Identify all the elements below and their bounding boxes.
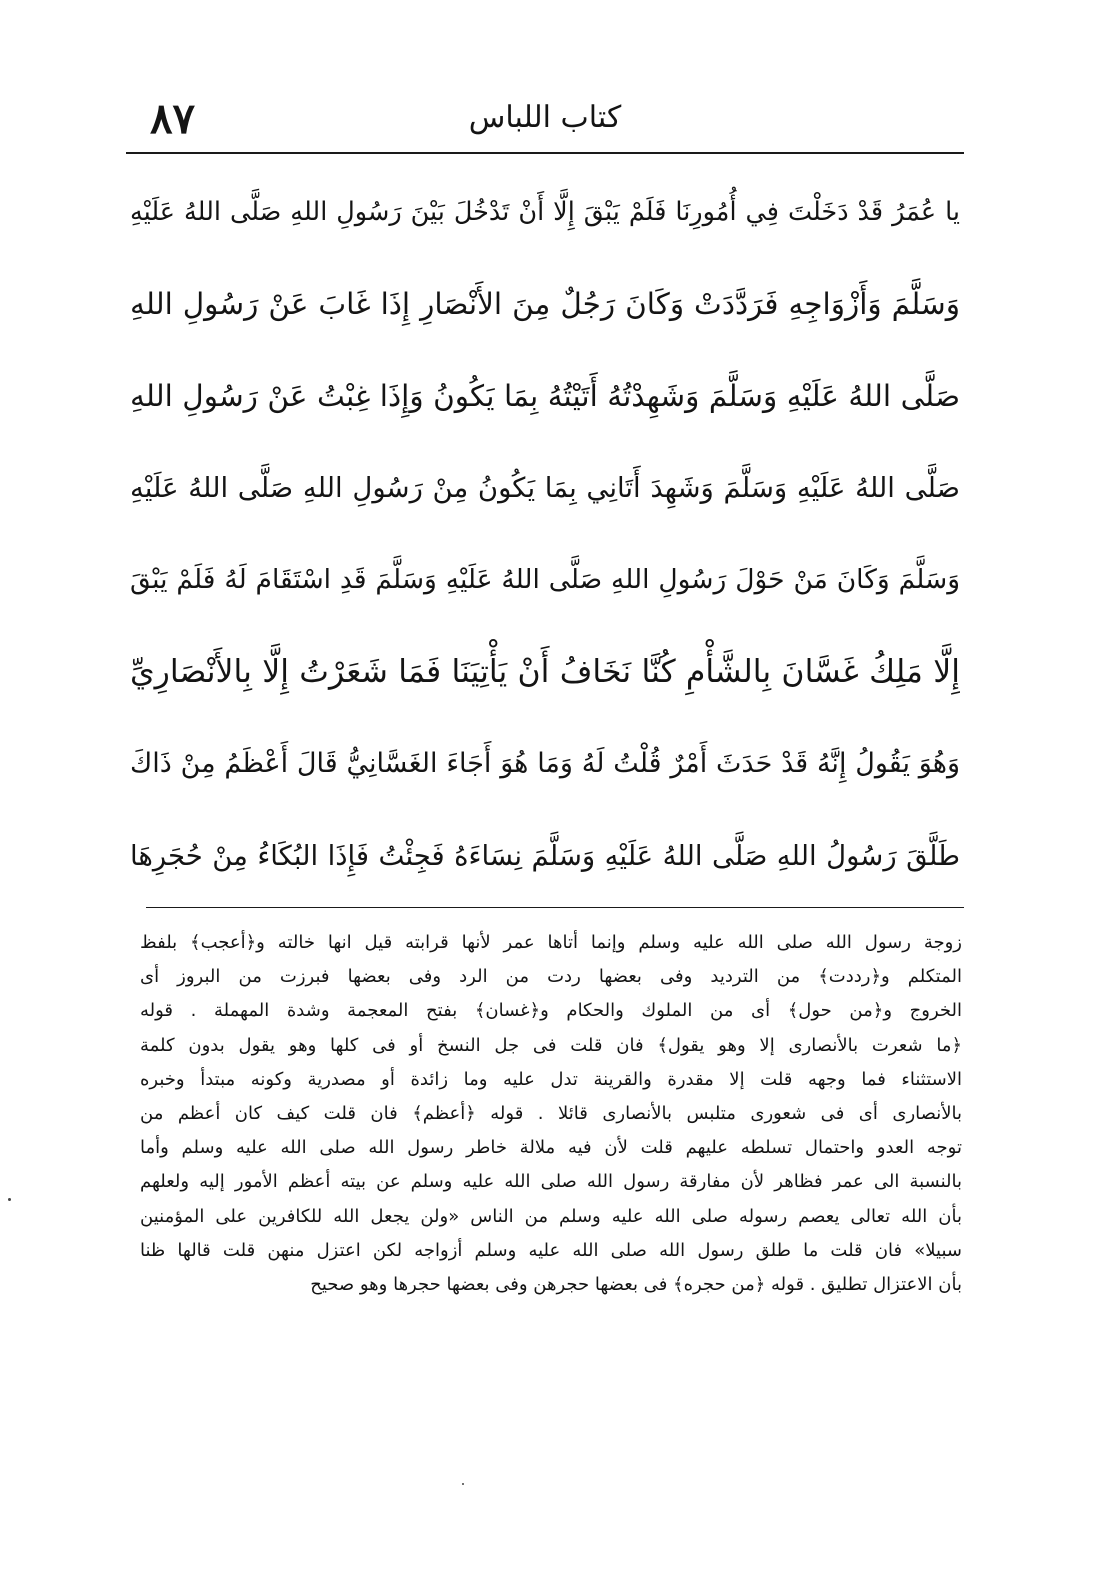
hadith-line: صَلَّى اللهُ عَلَيْهِ وَسَلَّمَ وَشَهِدَ أَتَانِي بِمَا يَكُونُ مِنْ رَسُولِ اللهِ صَلَّى اللهُ عَلَيْهِ [130, 472, 960, 504]
hadith-line: يا عُمَرُ قَدْ دَخَلْتَ فِي أُمُورِنَا فَلَمْ يَبْقَ إِلَّا أَنْ تَدْخُلَ بَيْنَ رَسُولِ اللهِ صَلَّى اللهُ عَلَيْهِ [130, 197, 960, 227]
hadith-text [130, 166, 960, 902]
commentary-line: الاستثناء فما وجهه قلت إلا مقدرة والقرينة تدل عليه وما زائدة أو مصدرية وكونه مبتدأ وخبره [140, 1068, 962, 1090]
hadith-line: طَلَّقَ رَسُولُ اللهِ صَلَّى اللهُ عَلَيْهِ وَسَلَّمَ نِسَاءَهُ فَجِئْتُ فَإِذَا البُكَاءُ مِنْ حُجَرِهَا [130, 840, 960, 872]
commentary-line: توجه العدو واحتمال تسلطه عليهم قلت لأن فيه ملالة خاطر رسول الله صلى الله عليه وسلم وأما [140, 1137, 962, 1159]
hadith-line: وَسَلَّمَ وَكَانَ مَنْ حَوْلَ رَسُولِ اللهِ صَلَّى اللهُ عَلَيْهِ وَسَلَّمَ قَدِ اسْتَقَامَ لَهُ فَلَمْ يَبْقَ [130, 564, 960, 595]
running-title: كتاب اللباس [468, 100, 622, 135]
commentary-line: بأن الاعتزال تطليق . قوله ﴿من حجره﴾ فى بعضها حجرهن وفى بعضها حجرها وهو صحيح [310, 1273, 962, 1295]
page-number: ٨٧ [150, 94, 196, 143]
hadith-line: صَلَّى اللهُ عَلَيْهِ وَسَلَّمَ وَشَهِدْتُهُ أَتَيْتُهُ بِمَا يَكُونُ وَإِذَا غِبْتُ عَنْ رَسُولِ اللهِ [130, 379, 960, 413]
commentary-line: بالنسبة الى عمر فظاهر لأن مفارقة رسول الله صلى الله عليه وسلم عن بيته أعظم الأمور إليه ولعلهم [140, 1171, 962, 1193]
commentary-line: سبيلا» فان قلت ما طلق رسول الله صلى الله عليه وسلم أزواجه لكن اعتزل منهن قلت قالها ظنا [140, 1239, 962, 1261]
header-divider [126, 152, 964, 154]
commentary-line: بأن الله تعالى يعصم رسوله صلى الله عليه وسلم من الناس «ولن يجعل الله للكافرين على المؤمنين [140, 1205, 962, 1227]
commentary-line: ﴿ما شعرت بالأنصارى إلا وهو يقول﴾ فان قلت فى جل النسخ أو فى كلها وهو يقول بدون كلمة [140, 1034, 962, 1056]
scan-speck [8, 1198, 11, 1201]
hadith-line: وَهُوَ يَقُولُ إِنَّهُ قَدْ حَدَثَ أَمْرٌ قُلْتُ لَهُ وَمَا هُوَ أَجَاءَ الغَسَّانِيُّ قَالَ أَعْظَمُ مِنْ ذَاكَ [130, 748, 960, 779]
hadith-line: إِلَّا مَلِكُ غَسَّانَ بِالشَّأْمِ كُنَّا نَخَافُ أَنْ يَأْتِيَنَا فَمَا شَعَرْتُ إِلَّا بِالأَنْصَارِيِّ [130, 654, 960, 690]
commentary-line: زوجة رسول الله صلى الله عليه وسلم وإنما أتاها عمر لأنها قرابته قيل انها خالته و﴿أعجب﴾ بلفظ [140, 932, 962, 953]
commentary-line: الخروج و﴿من حول﴾ أى من الملوك والحكام و﴿غسان﴾ بفتح المعجمة وشدة المهملة . قوله [140, 1000, 962, 1022]
commentary-divider [146, 907, 964, 908]
commentary-line: المتكلم و﴿رددت﴾ من الترديد وفى بعضها ردت من الرد وفى بعضها فبرزت من البروز أى [140, 966, 962, 988]
scan-speck [462, 1483, 464, 1485]
commentary-line: بالأنصارى أى فى شعورى متلبس بالأنصارى قائلا . قوله ﴿أعظم﴾ فان قلت كيف كان أعظم من [140, 1102, 962, 1124]
hadith-line: وَسَلَّمَ وَأَزْوَاجِهِ فَرَدَّدَتْ وَكَانَ رَجُلٌ مِنَ الأَنْصَارِ إِذَا غَابَ عَنْ رَسُولِ اللهِ [130, 287, 960, 321]
page-header [126, 88, 964, 154]
commentary-text [140, 926, 962, 1474]
